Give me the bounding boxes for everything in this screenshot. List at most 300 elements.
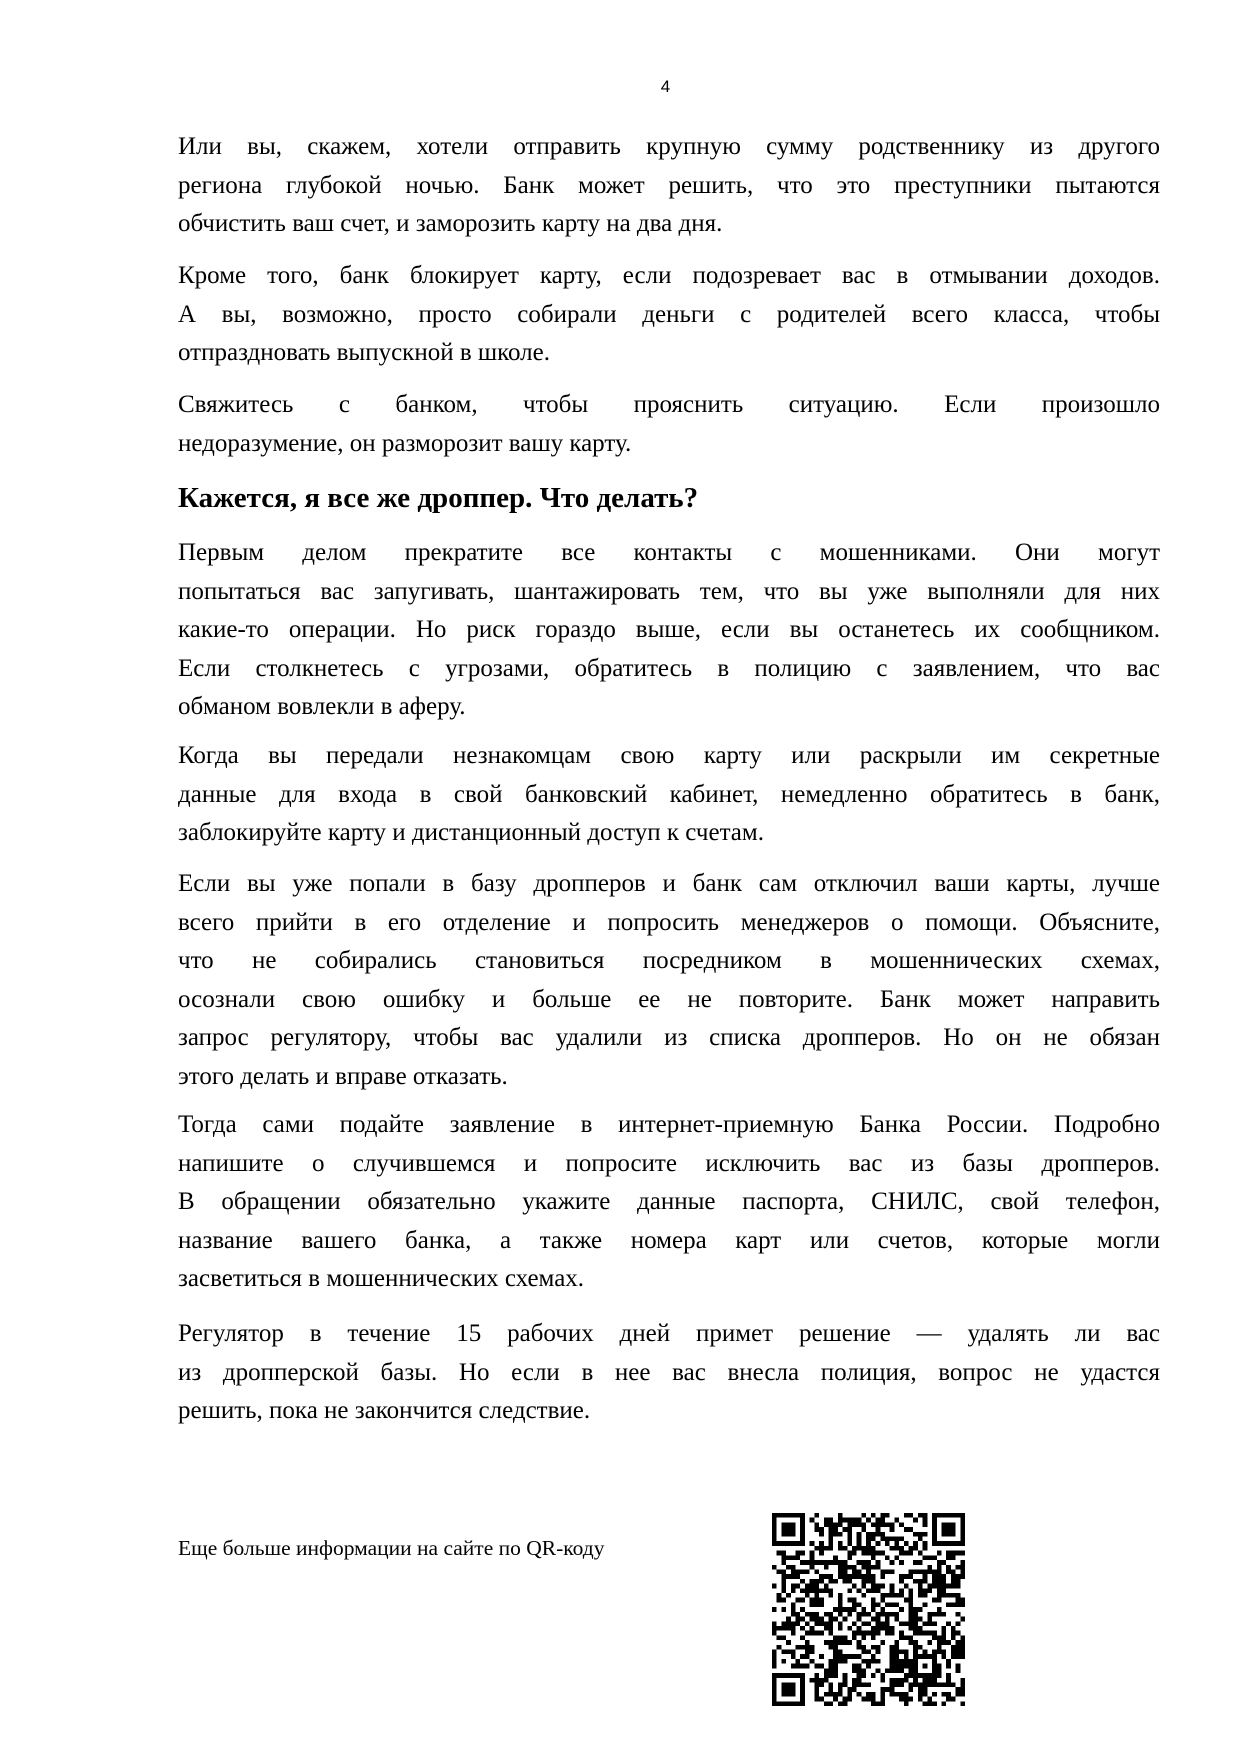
qr-module (890, 1654, 895, 1659)
text-line: Или вы, скажем, хотели отправить крупную сумму родственнику из другого (178, 133, 1160, 160)
qr-module (946, 1659, 951, 1664)
qr-module (843, 1659, 848, 1664)
qr-module (904, 1513, 909, 1518)
text-line: Первым делом прекратите все контакты с мошенниками. Они могут (178, 539, 1160, 566)
qr-module (814, 1598, 819, 1603)
qr-module (786, 1701, 791, 1706)
qr-module (885, 1602, 890, 1607)
qr-module (913, 1546, 918, 1551)
qr-module (960, 1532, 965, 1537)
qr-module (923, 1574, 928, 1579)
qr-module (876, 1565, 881, 1570)
qr-module (847, 1574, 852, 1579)
qr-module (861, 1527, 866, 1532)
qr-module (871, 1645, 876, 1650)
qr-module (800, 1617, 805, 1622)
qr-module (871, 1574, 876, 1579)
qr-module (828, 1617, 833, 1622)
qr-module (894, 1518, 899, 1523)
qr-module (927, 1697, 932, 1702)
qr-module (885, 1522, 890, 1527)
qr-module (871, 1659, 876, 1664)
qr-module (871, 1513, 876, 1518)
qr-module (772, 1692, 777, 1697)
qr-module (909, 1617, 914, 1622)
qr-module (871, 1626, 876, 1631)
qr-module (781, 1532, 786, 1537)
qr-code-icon[interactable] (772, 1513, 965, 1706)
qr-module (894, 1692, 899, 1697)
qr-module (880, 1612, 885, 1617)
qr-module (866, 1631, 871, 1636)
qr-module (796, 1621, 801, 1626)
qr-module (824, 1692, 829, 1697)
qr-module (800, 1654, 805, 1659)
qr-module (871, 1692, 876, 1697)
qr-module (876, 1626, 881, 1631)
qr-module (927, 1584, 932, 1589)
qr-module (781, 1527, 786, 1532)
qr-module (800, 1682, 805, 1687)
qr-module (852, 1687, 857, 1692)
qr-module (838, 1598, 843, 1603)
qr-module (857, 1602, 862, 1607)
qr-module (861, 1522, 866, 1527)
qr-module (923, 1518, 928, 1523)
qr-module (871, 1635, 876, 1640)
qr-module (796, 1569, 801, 1574)
qr-module (876, 1645, 881, 1650)
qr-module (951, 1593, 956, 1598)
qr-module (847, 1612, 852, 1617)
qr-module (861, 1546, 866, 1551)
qr-module (951, 1541, 956, 1546)
qr-module (909, 1687, 914, 1692)
qr-module (880, 1518, 885, 1523)
qr-module (941, 1612, 946, 1617)
qr-module (904, 1621, 909, 1626)
qr-module (852, 1569, 857, 1574)
qr-module (909, 1588, 914, 1593)
qr-module (814, 1682, 819, 1687)
qr-module (946, 1555, 951, 1560)
qr-module (956, 1584, 961, 1589)
qr-module (838, 1560, 843, 1565)
qr-module (791, 1569, 796, 1574)
qr-module (937, 1673, 942, 1678)
qr-module (810, 1678, 815, 1683)
qr-module (866, 1532, 871, 1537)
qr-module (885, 1621, 890, 1626)
qr-module (772, 1687, 777, 1692)
qr-module (932, 1650, 937, 1655)
qr-module (791, 1541, 796, 1546)
qr-module (941, 1574, 946, 1579)
qr-module (796, 1555, 801, 1560)
qr-module (871, 1654, 876, 1659)
qr-module (838, 1513, 843, 1518)
qr-module (828, 1668, 833, 1673)
qr-module (927, 1631, 932, 1636)
qr-module (876, 1532, 881, 1537)
qr-module (810, 1612, 815, 1617)
qr-module (946, 1621, 951, 1626)
qr-module (791, 1607, 796, 1612)
qr-module (956, 1654, 961, 1659)
qr-module (777, 1551, 782, 1556)
text-line: что не собирались становиться посредником в мошеннических схемах, (178, 947, 1160, 974)
qr-module (871, 1697, 876, 1702)
qr-module (814, 1621, 819, 1626)
qr-module (937, 1551, 942, 1556)
qr-module (800, 1522, 805, 1527)
qr-module (861, 1631, 866, 1636)
qr-module (824, 1621, 829, 1626)
qr-module (918, 1626, 923, 1631)
qr-module (847, 1579, 852, 1584)
qr-module (923, 1673, 928, 1678)
qr-module (781, 1607, 786, 1612)
qr-module (923, 1593, 928, 1598)
qr-module (904, 1527, 909, 1532)
qr-module (909, 1664, 914, 1669)
qr-module (890, 1664, 895, 1669)
qr-module (861, 1593, 866, 1598)
qr-module (956, 1664, 961, 1669)
qr-module (852, 1635, 857, 1640)
qr-module (894, 1659, 899, 1664)
qr-module (866, 1565, 871, 1570)
qr-module (871, 1584, 876, 1589)
qr-module (923, 1522, 928, 1527)
qr-module (838, 1541, 843, 1546)
qr-module (828, 1673, 833, 1678)
paragraph-3 (178, 386, 1160, 463)
qr-module (781, 1551, 786, 1556)
qr-module (852, 1621, 857, 1626)
qr-module (909, 1513, 914, 1518)
text-line: В обращении обязательно укажите данные паспорта, СНИЛС, свой телефон, (178, 1188, 1160, 1215)
qr-module (843, 1697, 848, 1702)
qr-module (843, 1574, 848, 1579)
qr-module (960, 1640, 965, 1645)
qr-module (880, 1621, 885, 1626)
qr-module (913, 1607, 918, 1612)
qr-module (828, 1574, 833, 1579)
qr-module (852, 1602, 857, 1607)
qr-module (932, 1522, 937, 1527)
qr-module (890, 1593, 895, 1598)
qr-module (814, 1692, 819, 1697)
qr-module (781, 1659, 786, 1664)
qr-module (852, 1522, 857, 1527)
qr-module (824, 1626, 829, 1631)
qr-module (838, 1640, 843, 1645)
qr-module (941, 1635, 946, 1640)
qr-module (894, 1617, 899, 1622)
qr-module (814, 1673, 819, 1678)
qr-module (946, 1673, 951, 1678)
qr-module (838, 1607, 843, 1612)
qr-module (909, 1593, 914, 1598)
section-heading: Кажется, я все же дроппер. Что делать? (178, 482, 699, 514)
qr-module (941, 1650, 946, 1655)
qr-module (861, 1673, 866, 1678)
qr-module (857, 1617, 862, 1622)
qr-module (852, 1598, 857, 1603)
qr-module (885, 1569, 890, 1574)
qr-module (890, 1560, 895, 1565)
qr-module (828, 1560, 833, 1565)
text-line: данные для входа в свой банковский кабинет, немедленно обратитесь в банк, (178, 780, 1160, 808)
qr-module (843, 1607, 848, 1612)
qr-module (781, 1584, 786, 1589)
qr-module (857, 1682, 862, 1687)
qr-module (923, 1602, 928, 1607)
qr-module (819, 1579, 824, 1584)
qr-module (819, 1527, 824, 1532)
qr-module (941, 1682, 946, 1687)
qr-module (857, 1560, 862, 1565)
qr-module (843, 1518, 848, 1523)
qr-module (800, 1598, 805, 1603)
text-line: Когда вы передали незнакомцам свою карту или раскрыли им секретные (178, 742, 1160, 769)
qr-module (937, 1584, 942, 1589)
qr-module (899, 1522, 904, 1527)
qr-module (843, 1560, 848, 1565)
qr-module (899, 1621, 904, 1626)
qr-module (923, 1555, 928, 1560)
qr-module (772, 1659, 777, 1664)
qr-module (885, 1555, 890, 1560)
qr-module (866, 1621, 871, 1626)
qr-module (932, 1659, 937, 1664)
qr-module (857, 1664, 862, 1669)
qr-module (866, 1682, 871, 1687)
qr-module (899, 1593, 904, 1598)
qr-module (941, 1654, 946, 1659)
paragraph-8 (178, 1315, 1160, 1431)
qr-module (777, 1593, 782, 1598)
qr-module (819, 1541, 824, 1546)
qr-module (786, 1626, 791, 1631)
qr-module (828, 1687, 833, 1692)
qr-module (843, 1678, 848, 1683)
qr-module (909, 1546, 914, 1551)
qr-module (890, 1546, 895, 1551)
qr-module (852, 1551, 857, 1556)
qr-module (899, 1537, 904, 1542)
qr-module (909, 1527, 914, 1532)
qr-module (960, 1650, 965, 1655)
qr-module (927, 1621, 932, 1626)
qr-module (781, 1692, 786, 1697)
qr-module (847, 1527, 852, 1532)
qr-module (876, 1588, 881, 1593)
qr-module (791, 1532, 796, 1537)
qr-module (833, 1668, 838, 1673)
qr-module (833, 1692, 838, 1697)
qr-module (800, 1645, 805, 1650)
qr-module (918, 1673, 923, 1678)
qr-module (861, 1659, 866, 1664)
qr-module (951, 1527, 956, 1532)
qr-module (899, 1631, 904, 1636)
qr-module (857, 1546, 862, 1551)
qr-module (838, 1626, 843, 1631)
qr-module (904, 1673, 909, 1678)
qr-module (927, 1612, 932, 1617)
qr-module (838, 1593, 843, 1598)
qr-module (956, 1565, 961, 1570)
qr-module (951, 1697, 956, 1702)
qr-module (781, 1579, 786, 1584)
qr-module (932, 1701, 937, 1706)
qr-module (857, 1588, 862, 1593)
qr-module (796, 1701, 801, 1706)
qr-module (923, 1621, 928, 1626)
qr-module (828, 1682, 833, 1687)
qr-module (857, 1645, 862, 1650)
qr-module (941, 1579, 946, 1584)
qr-module (951, 1645, 956, 1650)
qr-module (861, 1574, 866, 1579)
qr-module (946, 1678, 951, 1683)
qr-module (828, 1645, 833, 1650)
qr-module (871, 1522, 876, 1527)
qr-module (791, 1687, 796, 1692)
qr-module (937, 1513, 942, 1518)
qr-module (866, 1664, 871, 1669)
page-number: 4 (660, 77, 671, 96)
qr-module (890, 1650, 895, 1655)
qr-module (871, 1532, 876, 1537)
qr-module (876, 1617, 881, 1622)
qr-module (899, 1635, 904, 1640)
qr-module (828, 1541, 833, 1546)
qr-module (904, 1650, 909, 1655)
qr-module (847, 1692, 852, 1697)
qr-module (918, 1569, 923, 1574)
qr-module (786, 1617, 791, 1622)
qr-module (791, 1555, 796, 1560)
qr-module (819, 1598, 824, 1603)
qr-module (923, 1701, 928, 1706)
qr-module (828, 1659, 833, 1664)
qr-module (876, 1584, 881, 1589)
qr-module (899, 1682, 904, 1687)
qr-module (772, 1532, 777, 1537)
qr-module (960, 1602, 965, 1607)
qr-module (819, 1697, 824, 1702)
qr-module (880, 1678, 885, 1683)
qr-module (871, 1565, 876, 1570)
text-line: запрос регулятору, чтобы вас удалили из списка дропперов. Но он не обязан (178, 1024, 1160, 1051)
qr-module (951, 1513, 956, 1518)
qr-module (904, 1551, 909, 1556)
qr-module (899, 1560, 904, 1565)
qr-module (857, 1678, 862, 1683)
qr-module (913, 1650, 918, 1655)
qr-module (838, 1518, 843, 1523)
qr-module (772, 1607, 777, 1612)
qr-module (805, 1645, 810, 1650)
qr-module (927, 1673, 932, 1678)
qr-module (932, 1664, 937, 1669)
qr-module (876, 1631, 881, 1636)
qr-module (796, 1617, 801, 1622)
qr-module (894, 1682, 899, 1687)
qr-module (937, 1635, 942, 1640)
qr-module (810, 1659, 815, 1664)
qr-module (800, 1551, 805, 1556)
qr-module (904, 1659, 909, 1664)
qr-module (937, 1598, 942, 1603)
qr-module (786, 1593, 791, 1598)
qr-module (814, 1697, 819, 1702)
qr-module (946, 1692, 951, 1697)
qr-module (885, 1687, 890, 1692)
qr-module (838, 1522, 843, 1527)
qr-module (852, 1654, 857, 1659)
qr-module (932, 1532, 937, 1537)
qr-module (857, 1569, 862, 1574)
qr-module (833, 1560, 838, 1565)
qr-module (843, 1673, 848, 1678)
qr-module (951, 1631, 956, 1636)
qr-module (960, 1574, 965, 1579)
qr-module (847, 1626, 852, 1631)
qr-module (857, 1668, 862, 1673)
qr-module (843, 1617, 848, 1622)
qr-module (828, 1626, 833, 1631)
qr-module (781, 1687, 786, 1692)
qr-module (941, 1640, 946, 1645)
paragraph-6 (178, 865, 1160, 1096)
qr-module (819, 1654, 824, 1659)
qr-module (810, 1598, 815, 1603)
qr-module (772, 1697, 777, 1702)
qr-module (861, 1621, 866, 1626)
qr-module (786, 1513, 791, 1518)
qr-module (946, 1584, 951, 1589)
qr-module (956, 1593, 961, 1598)
qr-module (852, 1682, 857, 1687)
qr-module (791, 1650, 796, 1655)
qr-module (927, 1678, 932, 1683)
qr-module (814, 1687, 819, 1692)
qr-module (951, 1626, 956, 1631)
qr-module (956, 1551, 961, 1556)
qr-module (796, 1612, 801, 1617)
qr-module (814, 1560, 819, 1565)
qr-module (927, 1640, 932, 1645)
qr-module (805, 1621, 810, 1626)
qr-module (913, 1518, 918, 1523)
text-line: Свяжитесь с банком, чтобы прояснить ситуацию. Если произошло (178, 391, 1160, 418)
qr-module (890, 1626, 895, 1631)
qr-module (890, 1668, 895, 1673)
qr-module (927, 1588, 932, 1593)
qr-module (960, 1692, 965, 1697)
qr-module (824, 1673, 829, 1678)
qr-module (927, 1569, 932, 1574)
qr-module (890, 1687, 895, 1692)
qr-module (909, 1621, 914, 1626)
qr-module (861, 1635, 866, 1640)
qr-module (918, 1687, 923, 1692)
qr-module (824, 1640, 829, 1645)
